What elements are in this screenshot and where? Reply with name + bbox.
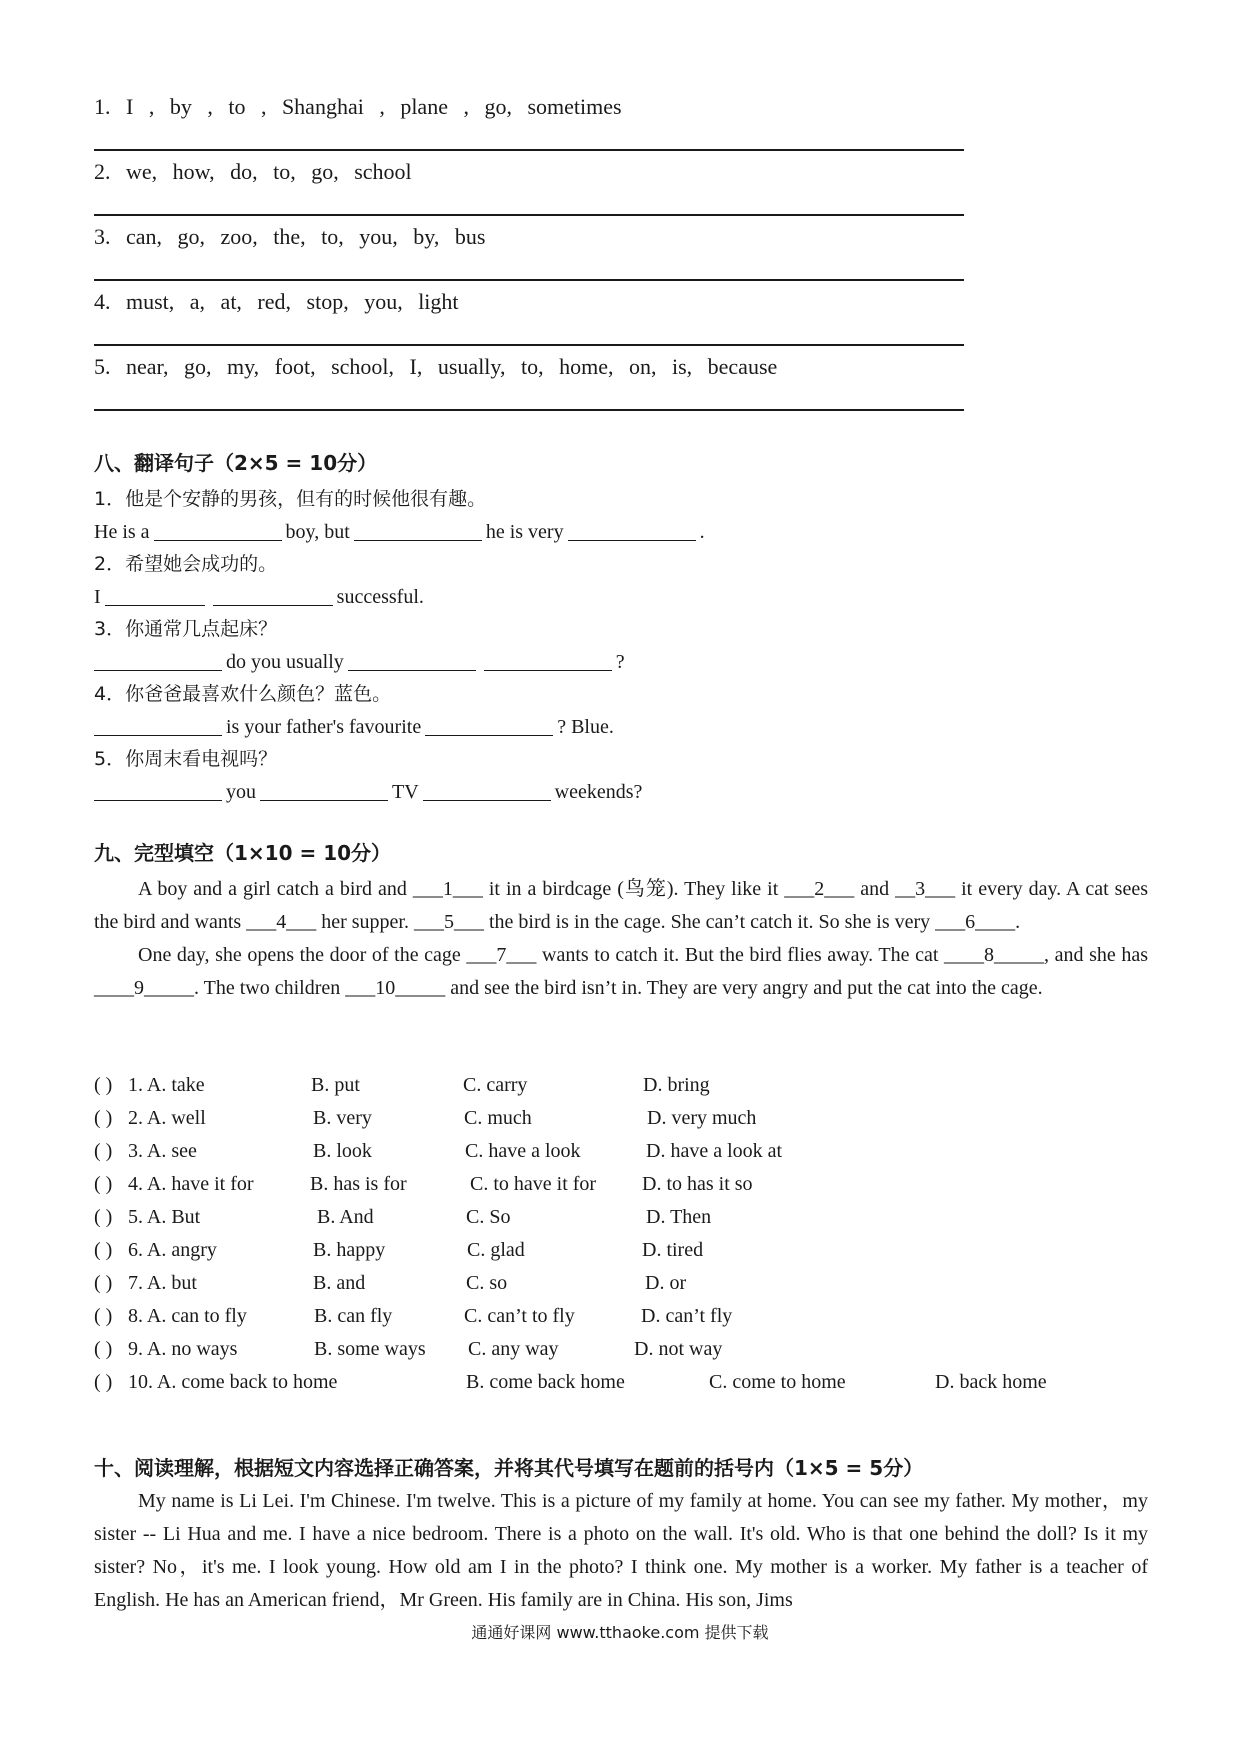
reorder-words: 2. we, how, do, to, go, school: [94, 159, 412, 184]
text-run: the bird is in the cage. She can’t catch it. So she is very: [483, 911, 936, 933]
option-d: D. not way: [634, 1338, 723, 1360]
reorder-item: [94, 86, 964, 151]
option-b: B. put: [311, 1074, 360, 1096]
question-row: [94, 1267, 1148, 1300]
answer-bracket[interactable]: ( ): [94, 1107, 113, 1129]
text-run: . The two children: [194, 977, 346, 999]
question-row: [94, 1069, 1148, 1102]
cloze-gap: ___4___: [246, 911, 317, 933]
answer-bracket[interactable]: ( ): [94, 1371, 113, 1393]
cloze-gap: ___6____: [935, 911, 1016, 933]
text-run: and see the bird isn’t in. They are very angry and put the cat into the cage.: [445, 977, 1043, 999]
text-run: it every day. A cat sees the bird and wants: [94, 878, 1148, 933]
text-fragment: He is a: [94, 521, 150, 543]
fill-blank[interactable]: [105, 585, 205, 606]
option-c: C. come to home: [709, 1371, 846, 1393]
reorder-item: [94, 151, 964, 216]
cloze-gap: ___1___: [412, 878, 483, 900]
reorder-item: [94, 281, 964, 346]
text-run: wants to catch it. But the bird flies away. The cat: [536, 944, 944, 966]
reorder-section: [94, 86, 964, 411]
option-a: 1. A. take: [128, 1074, 205, 1096]
translation-prompt: 5．你周末看电视吗？: [94, 748, 278, 770]
text-fragment: ?: [615, 651, 625, 673]
footer-credit: 通通好课网 www.tthaoke.com 提供下载: [471, 1623, 769, 1642]
translation-prompt: 2．希望她会成功的。: [94, 553, 278, 575]
option-b: B. And: [317, 1206, 374, 1228]
text-fragment: weekends?: [554, 781, 643, 803]
text-run: her supper.: [316, 911, 414, 933]
question-row: [94, 1300, 1148, 1333]
text-run: A boy and a girl catch a bird and: [138, 878, 413, 900]
option-b: B. happy: [313, 1239, 386, 1261]
cloze-gap: ___10_____: [345, 977, 446, 999]
fill-blank[interactable]: [94, 650, 222, 671]
text-fragment: successful.: [336, 586, 424, 608]
section-9-heading: 九、完型填空（1×10 = 10分）: [94, 841, 392, 865]
option-c: C. much: [464, 1107, 532, 1129]
translation-answer: [94, 581, 994, 613]
option-a: 3. A. see: [128, 1140, 197, 1162]
cloze-gap: __3___: [895, 878, 956, 900]
answer-bracket[interactable]: ( ): [94, 1206, 113, 1228]
text-fragment: ? Blue.: [557, 716, 614, 738]
question-row: [94, 1168, 1148, 1201]
option-d: D. to has it so: [642, 1173, 753, 1195]
paragraph: [94, 873, 1148, 939]
option-d: D. back home: [935, 1371, 1047, 1393]
paragraph: My name is Li Lei. I'm Chinese. I'm twelve. This is a picture of my family at home. You can see my father. My mother，my sister -- Li Hua and me. I have a nice bedroom. There is a photo on the wall. It's old. Who is that one behind the doll? Is it my sister? No，it's me. I look young. How old am I in the photo? I think one. My mother is a worker. My father is a teacher of English. He has an American friend，Mr Green. His family are in China. His son, Jims: [94, 1490, 1148, 1611]
answer-bracket[interactable]: ( ): [94, 1173, 113, 1195]
fill-blank[interactable]: [94, 715, 222, 736]
text-fragment: do you usually: [226, 651, 344, 673]
answer-bracket[interactable]: ( ): [94, 1239, 113, 1261]
paragraph: [94, 939, 1148, 1005]
text-fragment: .: [699, 521, 705, 543]
translation-prompt: 3．你通常几点起床？: [94, 618, 278, 640]
text-run: and: [854, 878, 896, 900]
option-c: C. carry: [463, 1074, 528, 1096]
option-a: 10. A. come back to home: [128, 1371, 338, 1393]
fill-blank[interactable]: [154, 520, 282, 541]
option-b: B. some ways: [314, 1338, 426, 1360]
option-b: B. can fly: [314, 1305, 393, 1327]
option-a: 7. A. but: [128, 1272, 197, 1294]
reorder-item: [94, 346, 964, 411]
translation-answer: [94, 776, 994, 808]
fill-blank[interactable]: [94, 780, 222, 801]
option-a: 2. A. well: [128, 1107, 206, 1129]
fill-blank[interactable]: [260, 780, 388, 801]
translation-prompt: 1．他是个安静的男孩，但有的时候他很有趣。: [94, 488, 487, 510]
option-b: B. look: [313, 1140, 372, 1162]
text-run: One day, she opens the door of the cage: [138, 944, 467, 966]
cloze-gap: ___2___: [784, 878, 855, 900]
option-c: C. to have it for: [470, 1173, 597, 1195]
translation-answer: [94, 516, 994, 548]
fill-blank[interactable]: [568, 520, 696, 541]
cloze-gap: ____8_____: [944, 944, 1044, 966]
option-c: C. can’t to fly: [464, 1305, 575, 1327]
question-row: [94, 1135, 1148, 1168]
option-d: D. or: [645, 1272, 687, 1294]
option-a: 5. A. But: [128, 1206, 201, 1228]
fill-blank[interactable]: [423, 780, 551, 801]
translation-prompt: 4．你爸爸最喜欢什么颜色？蓝色。: [94, 683, 392, 705]
section-8-heading: 八、翻译句子（2×5 = 10分）: [94, 451, 378, 475]
reading-passage: [94, 1485, 1148, 1617]
option-a: 4. A. have it for: [128, 1173, 254, 1195]
option-c: C. So: [466, 1206, 511, 1228]
text-run: it in a birdcage (鸟笼). They like it: [482, 878, 785, 900]
section-10-heading: 十、阅读理解，根据短文内容选择正确答案，并将其代号填写在题前的括号内（1×5 = 5分）: [94, 1456, 924, 1480]
option-b: B. come back home: [466, 1371, 625, 1393]
text-fragment: I: [94, 586, 101, 608]
answer-bracket[interactable]: ( ): [94, 1338, 113, 1360]
option-d: D. have a look at: [646, 1140, 783, 1162]
option-c: C. so: [466, 1272, 508, 1294]
translation-answer: [94, 646, 994, 678]
option-d: D. can’t fly: [641, 1305, 733, 1327]
option-d: D. very much: [647, 1107, 757, 1129]
answer-bracket[interactable]: ( ): [94, 1305, 113, 1327]
cloze-gap: ____9_____: [94, 977, 194, 999]
option-a: 6. A. angry: [128, 1239, 217, 1261]
fill-blank[interactable]: [425, 715, 553, 736]
text-fragment: he is very: [485, 521, 564, 543]
reorder-words: 5. near, go, my, foot, school, I, usually, to, home, on, is, because: [94, 354, 778, 379]
option-a: 8. A. can to fly: [128, 1305, 247, 1327]
option-b: B. very: [313, 1107, 372, 1129]
translation-section: [94, 483, 994, 808]
question-row: [94, 1234, 1148, 1267]
answer-bracket[interactable]: ( ): [94, 1074, 113, 1096]
option-c: C. glad: [467, 1239, 525, 1261]
reorder-words: 3. can, go, zoo, the, to, you, by, bus: [94, 224, 486, 249]
answer-line[interactable]: [94, 409, 964, 411]
text-run: , and she has: [1044, 944, 1148, 966]
text-fragment: is your father's favourite: [226, 716, 422, 738]
cloze-options: [94, 1069, 1148, 1399]
translation-answer: [94, 711, 994, 743]
text-fragment: you: [226, 781, 256, 803]
option-d: D. tired: [642, 1239, 704, 1261]
question-row: [94, 1366, 1148, 1399]
option-c: C. have a look: [465, 1140, 581, 1162]
answer-bracket[interactable]: ( ): [94, 1140, 113, 1162]
reorder-item: [94, 216, 964, 281]
cloze-gap: ___5___: [413, 911, 484, 933]
option-d: D. bring: [643, 1074, 710, 1096]
option-b: B. and: [313, 1272, 366, 1294]
option-c: C. any way: [468, 1338, 559, 1360]
fill-blank[interactable]: [348, 650, 476, 671]
cloze-gap: ___7___: [466, 944, 537, 966]
fill-blank[interactable]: [484, 650, 612, 671]
question-row: [94, 1102, 1148, 1135]
text-fragment: TV: [392, 781, 419, 803]
option-d: D. Then: [646, 1206, 712, 1228]
text-fragment: boy, but: [285, 521, 350, 543]
text-run: .: [1015, 911, 1021, 933]
reorder-words: 4. must, a, at, red, stop, you, light: [94, 289, 459, 314]
option-b: B. has is for: [310, 1173, 407, 1195]
reorder-words: 1. I , by , to , Shanghai , plane , go, sometimes: [94, 94, 622, 119]
fill-blank[interactable]: [213, 585, 333, 606]
answer-bracket[interactable]: ( ): [94, 1272, 113, 1294]
question-row: [94, 1333, 1148, 1366]
cloze-passage: [94, 873, 1148, 1005]
question-row: [94, 1201, 1148, 1234]
option-a: 9. A. no ways: [128, 1338, 238, 1360]
fill-blank[interactable]: [354, 520, 482, 541]
